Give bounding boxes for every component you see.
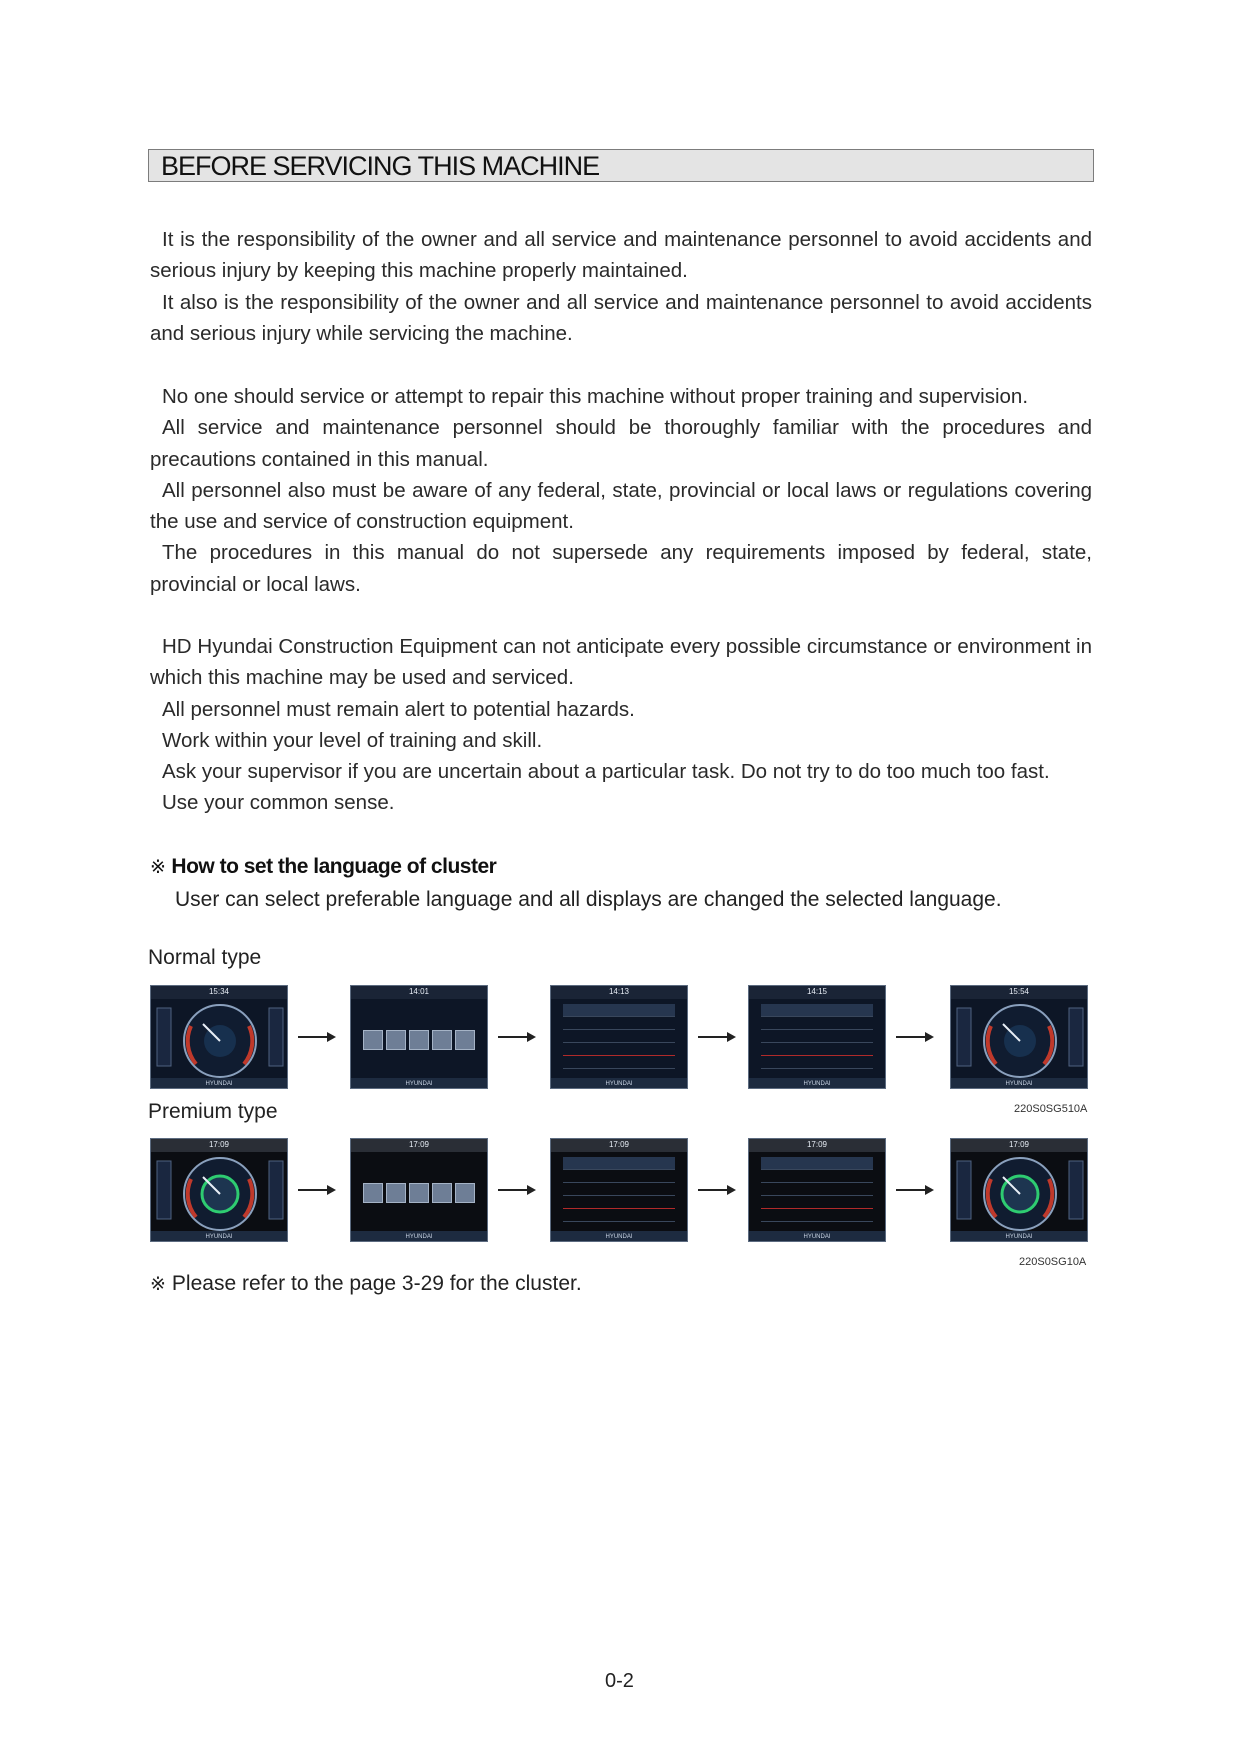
arrow-right-icon xyxy=(896,1189,932,1191)
gauge-icon xyxy=(151,1139,288,1242)
screen-clock: 14:15 xyxy=(806,987,828,996)
cluster-screen-thumbnail xyxy=(150,1138,288,1242)
refer-note xyxy=(150,1272,582,1296)
list-row xyxy=(563,1196,675,1209)
screen-clock: 15:34 xyxy=(208,987,230,996)
screen-clock: 17:09 xyxy=(408,1140,430,1149)
arrow-right-icon xyxy=(498,1036,534,1038)
gauge-icon xyxy=(951,1139,1088,1242)
screen-brand: HYUNDAI xyxy=(205,1234,233,1240)
arrow-right-icon xyxy=(698,1036,734,1038)
reference-mark-icon: ※ xyxy=(150,856,166,878)
list-row xyxy=(563,1209,675,1222)
cluster-screen-thumbnail xyxy=(950,985,1088,1089)
normal-figure-code: 220S0SG510A xyxy=(1014,1103,1088,1115)
paragraph: Use your common sense. xyxy=(162,791,395,815)
screen-clock: 17:09 xyxy=(1008,1140,1030,1149)
list-row xyxy=(563,1004,675,1017)
list-row xyxy=(563,1043,675,1056)
paragraph-group-responsibility xyxy=(150,224,1092,349)
paragraph-group-hazards xyxy=(150,631,1092,819)
list-row xyxy=(761,1030,873,1043)
screen-clock: 17:09 xyxy=(608,1140,630,1149)
cluster-screen-thumbnail xyxy=(350,1138,488,1242)
page-number: 0-2 xyxy=(605,1670,634,1692)
list-row xyxy=(563,1170,675,1183)
refer-text: Please refer to the page 3-29 for the cluster. xyxy=(171,1272,582,1295)
paragraph: All personnel must remain alert to potential hazards. xyxy=(162,697,635,721)
cluster-screen-thumbnail xyxy=(748,1138,886,1242)
list-row xyxy=(761,1017,873,1030)
menu-tile-icon xyxy=(409,1183,429,1203)
list-row xyxy=(761,1004,873,1017)
screen-brand: HYUNDAI xyxy=(205,1081,233,1087)
menu-tile-icon xyxy=(409,1030,429,1050)
gauge-icon xyxy=(951,986,1088,1089)
menu-tile-icon xyxy=(432,1183,452,1203)
section-title: BEFORE SERVICING THIS MACHINE xyxy=(148,149,1094,182)
cluster-screen-thumbnail xyxy=(550,1138,688,1242)
menu-tile-icon xyxy=(363,1183,383,1203)
screen-brand: HYUNDAI xyxy=(1005,1234,1033,1240)
settings-list xyxy=(761,1004,873,1069)
screen-brand: HYUNDAI xyxy=(605,1234,633,1240)
note-title: How to set the language of cluster xyxy=(171,855,497,878)
list-row xyxy=(563,1183,675,1196)
paragraph: Work within your level of training and skill. xyxy=(162,728,543,752)
menu-tile-icon xyxy=(455,1183,475,1203)
screen-brand: HYUNDAI xyxy=(803,1234,831,1240)
paragraph: No one should service or attempt to repair this machine without proper training and supervision. xyxy=(162,385,1029,408)
paragraph: The procedures in this manual do not supersede any requirements imposed by federal, state, provincial or local laws. xyxy=(150,541,1092,596)
list-row xyxy=(761,1056,873,1069)
paragraph: It also is the responsibility of the owner and all service and maintenance personnel to avoid accidents and serious injury while servicing the machine. xyxy=(150,290,1092,345)
list-row xyxy=(563,1056,675,1069)
arrow-right-icon xyxy=(896,1036,932,1038)
menu-tile-icon xyxy=(455,1030,475,1050)
cluster-screen-thumbnail xyxy=(350,985,488,1089)
menu-tile-icon xyxy=(386,1183,406,1203)
menu-icon-row xyxy=(363,1030,475,1050)
list-row xyxy=(761,1196,873,1209)
arrow-right-icon xyxy=(298,1189,334,1191)
menu-icon-row xyxy=(363,1183,475,1203)
list-row xyxy=(563,1017,675,1030)
gauge-icon xyxy=(151,986,288,1089)
paragraph: HD Hyundai Construction Equipment can not anticipate every possible circumstance or environment in which this machine may be used and serviced. xyxy=(150,635,1092,690)
screen-brand: HYUNDAI xyxy=(803,1081,831,1087)
cluster-screen-thumbnail xyxy=(150,985,288,1089)
paragraph: All service and maintenance personnel should be thoroughly familiar with the procedures and precautions contained in this manual. xyxy=(150,416,1092,471)
paragraph: Ask your supervisor if you are uncertain about a particular task. Do not try to do too much too fast. xyxy=(162,760,1050,784)
screen-brand: HYUNDAI xyxy=(605,1081,633,1087)
list-row xyxy=(761,1157,873,1170)
premium-figure-code: 220S0SG10A xyxy=(1019,1256,1087,1268)
cluster-screen-thumbnail xyxy=(550,985,688,1089)
premium-type-label: Premium type xyxy=(148,1100,278,1123)
settings-list xyxy=(563,1004,675,1069)
paragraph: All personnel also must be aware of any federal, state, provincial or local laws or regulations covering the use and service of construction equipment. xyxy=(150,478,1092,534)
arrow-right-icon xyxy=(298,1036,334,1038)
menu-tile-icon xyxy=(363,1030,383,1050)
list-row xyxy=(761,1183,873,1196)
paragraph-group-training xyxy=(150,381,1092,600)
note-description: User can select preferable language and all displays are changed the selected language. xyxy=(175,888,1002,911)
screen-clock: 14:01 xyxy=(408,987,430,996)
list-row xyxy=(761,1209,873,1222)
settings-list xyxy=(761,1157,873,1222)
cluster-screen-thumbnail xyxy=(950,1138,1088,1242)
cluster-screen-thumbnail xyxy=(748,985,886,1089)
list-row xyxy=(761,1043,873,1056)
normal-type-label: Normal type xyxy=(148,946,262,969)
screen-brand: HYUNDAI xyxy=(405,1081,433,1087)
note-heading xyxy=(150,855,496,879)
arrow-right-icon xyxy=(498,1189,534,1191)
screen-clock: 14:13 xyxy=(608,987,630,996)
screen-clock: 17:09 xyxy=(806,1140,828,1149)
settings-list xyxy=(563,1157,675,1222)
list-row xyxy=(761,1170,873,1183)
paragraph: It is the responsibility of the owner and all service and maintenance personnel to avoid accidents and serious injury by keeping this machine properly maintained. xyxy=(150,228,1092,283)
list-row xyxy=(563,1157,675,1170)
menu-tile-icon xyxy=(386,1030,406,1050)
screen-brand: HYUNDAI xyxy=(405,1234,433,1240)
list-row xyxy=(563,1030,675,1043)
reference-mark-icon: ※ xyxy=(150,1273,166,1295)
screen-brand: HYUNDAI xyxy=(1005,1081,1033,1087)
arrow-right-icon xyxy=(698,1189,734,1191)
screen-clock: 15:54 xyxy=(1008,987,1030,996)
menu-tile-icon xyxy=(432,1030,452,1050)
screen-clock: 17:09 xyxy=(208,1140,230,1149)
